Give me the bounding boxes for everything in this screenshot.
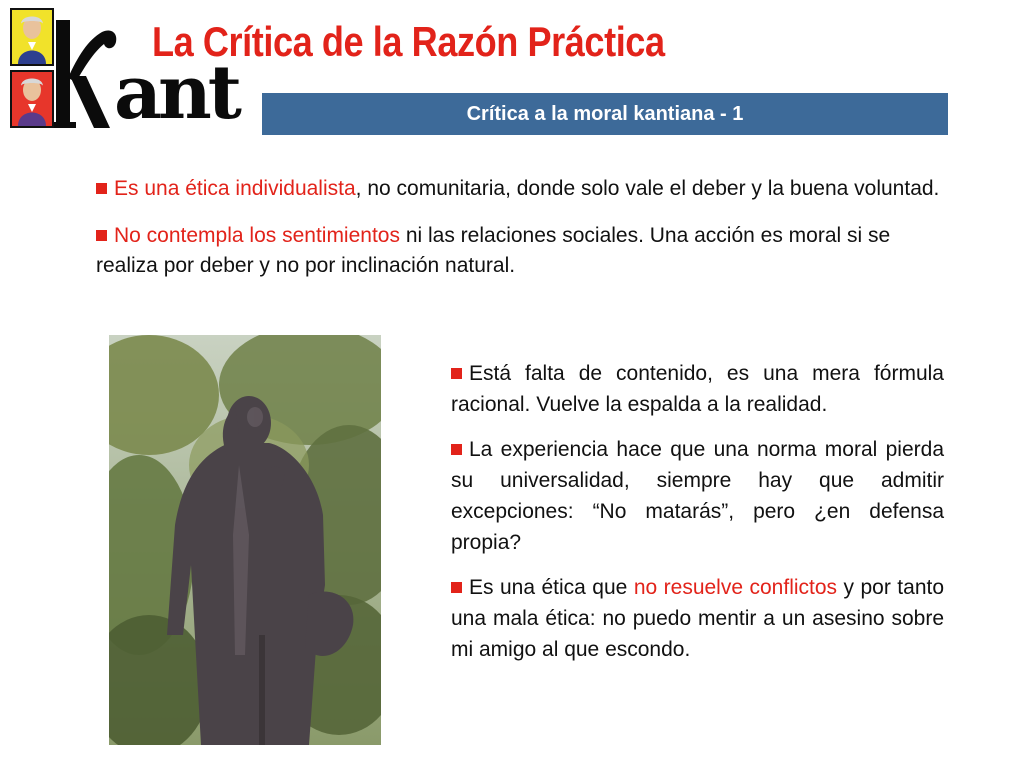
bullet-item xyxy=(451,572,944,665)
bullet-text: , no comunitaria, donde solo vale el deber y la buena voluntad. xyxy=(355,177,940,200)
bullet-square-icon xyxy=(451,444,462,455)
bullet-square-icon xyxy=(451,368,462,379)
top-bullet-list xyxy=(96,174,944,298)
right-bullet-list xyxy=(451,358,944,679)
bullet-text: Es una ética que xyxy=(469,576,634,599)
kant-statue-photo xyxy=(109,335,381,745)
bullet-square-icon xyxy=(96,230,107,241)
bullet-item xyxy=(451,434,944,558)
bullet-item xyxy=(451,358,944,420)
subtitle-bar xyxy=(262,93,948,135)
bullet-highlight: Es una ética individualista xyxy=(114,177,356,200)
bullet-text: La experiencia hace que una norma moral pierda su universalidad, siempre hay que admitir excepciones: “No matarás”, pero ¿en defensa propia? xyxy=(451,438,944,554)
kant-portrait-top-icon xyxy=(10,8,54,66)
bullet-highlight: No contempla los sentimientos xyxy=(114,224,400,247)
page-title: La Crítica de la Razón Práctica xyxy=(152,18,665,65)
subtitle-text: Crítica a la moral kantiana - 1 xyxy=(466,103,744,125)
kant-portrait-bottom-icon xyxy=(10,70,54,128)
bullet-item xyxy=(96,174,944,204)
bullet-highlight: no resuelve conflictos xyxy=(633,576,838,599)
bullet-square-icon xyxy=(96,183,107,194)
bullet-text: y por tanto una mala ética: no puedo mentir a un asesino sobre mi amigo al que escondo. xyxy=(451,576,945,661)
bullet-item xyxy=(96,221,944,281)
bullet-text: Está falta de contenido, es una mera fórmula racional. Vuelve la espalda a la realidad. xyxy=(451,362,944,416)
bullet-text: ni las relaciones sociales. Una acción es moral si se realiza por deber y no por inclinación natural. xyxy=(96,224,891,277)
kant-logo-text: ant xyxy=(114,50,238,136)
bullet-square-icon xyxy=(451,582,462,593)
